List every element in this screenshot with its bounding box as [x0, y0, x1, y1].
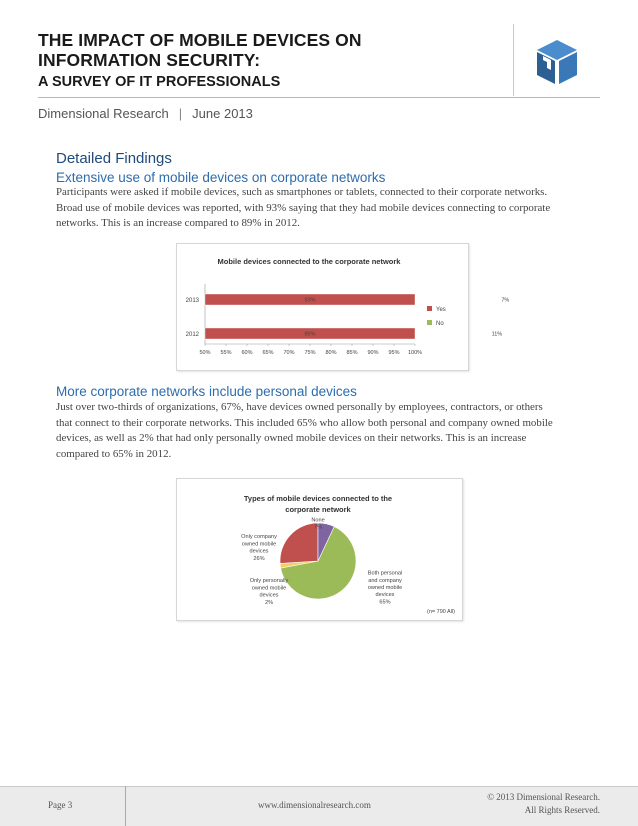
- x-tick-label: 55%: [220, 350, 232, 356]
- paragraph-line: that connect to their corporate networks. This included 65% who allow both personal and company owned mobile: [56, 416, 553, 429]
- document-title: [38, 30, 508, 91]
- pie-label: [241, 534, 277, 562]
- bar-chart: [176, 243, 510, 371]
- legend-swatch-yes: [427, 306, 432, 311]
- pie-label-line: 7%: [313, 524, 323, 531]
- byline-separator: |: [178, 106, 183, 121]
- legend-swatch-no: [427, 320, 432, 325]
- pie-label-line: owned mobile: [251, 585, 287, 592]
- section-heading: Detailed Findings: [56, 150, 172, 167]
- pie-label-line: devices: [375, 592, 395, 599]
- x-tick-label: 65%: [262, 350, 274, 356]
- category-label: 2013: [185, 298, 199, 304]
- chart-title-line: Types of mobile devices connected to the: [243, 494, 393, 503]
- x-tick-label: 80%: [325, 350, 337, 356]
- pie-label-line: 65%: [379, 599, 391, 606]
- pie-chart: [176, 478, 463, 621]
- pie-label: [368, 571, 403, 606]
- paragraph-line: compared to 65% in 2012.: [56, 448, 172, 461]
- document-subtitle: A SURVEY OF IT PROFESSIONALS: [38, 74, 281, 90]
- paragraph-line: Broad use of mobile devices was reported, with 93% saying that they had mobile devices connecting to corporate: [56, 201, 551, 214]
- data-label: 89%: [304, 331, 316, 338]
- pie-label-line: Both personal: [367, 570, 403, 577]
- copyright-line: All Rights Reserved.: [524, 805, 600, 815]
- footer-divider: [125, 786, 126, 826]
- data-label: 7%: [501, 297, 510, 304]
- sample-size-note: (n= 790 All): [427, 609, 455, 615]
- section-subheading-personal: More corporate networks include personal devices: [56, 384, 357, 399]
- pie-label-line: and company: [368, 577, 402, 584]
- pie-label-line: Only company: [241, 534, 277, 541]
- paragraph-line: Just over two-thirds of organizations, 67%, have devices owned personally by employees, contractors, or others: [56, 401, 543, 413]
- pie-label-line: Only personally: [249, 578, 289, 585]
- pie-label: [250, 578, 289, 606]
- paragraph-devices: [56, 185, 576, 232]
- pie-label-line: None: [311, 517, 325, 524]
- page-number: Page 3: [48, 800, 73, 810]
- title-line-1: THE IMPACT OF MOBILE DEVICES ON: [38, 30, 362, 50]
- title-line-2: INFORMATION SECURITY:: [38, 50, 261, 70]
- pie-label-line: 2%: [264, 599, 274, 606]
- website-link[interactable]: www.dimensionalresearch.com: [258, 800, 371, 810]
- x-tick-label: 50%: [199, 350, 211, 356]
- x-tick-label: 85%: [346, 350, 358, 356]
- paragraph-line: networks. This is an increase compared to 89% in 2012.: [56, 217, 300, 230]
- pie-label-line: devices: [249, 548, 269, 555]
- bar-chart-svg: [177, 244, 510, 370]
- byline-org: Dimensional Research: [38, 106, 169, 121]
- copyright: [487, 791, 600, 817]
- x-tick-label: 100%: [407, 350, 423, 356]
- header-divider: [513, 24, 514, 96]
- category-label: 2012: [185, 332, 199, 338]
- legend-label-yes: Yes: [436, 307, 446, 313]
- x-tick-label: 95%: [388, 350, 400, 356]
- byline-date: June 2013: [192, 106, 253, 121]
- cube-logo-icon: [535, 38, 579, 86]
- paragraph-line: devices, as well as 2% that had only personally owned mobile devices on their networks. This is an increase: [56, 432, 527, 445]
- paragraph-line: Participants were asked if mobile devices, such as smartphones or tablets, connected to their corporate networks.: [56, 186, 548, 198]
- legend-label-no: No: [436, 321, 444, 327]
- pie-label-line: devices: [259, 592, 279, 599]
- x-tick-label: 90%: [367, 350, 379, 356]
- chart-title-line: corporate network: [285, 505, 351, 514]
- pie-label-line: owned mobile: [241, 541, 277, 548]
- byline: [38, 106, 253, 121]
- pie-label-line: 26%: [253, 555, 265, 562]
- data-label: 11%: [491, 331, 503, 338]
- header-rule: [38, 97, 600, 98]
- pie-label-line: owned mobile: [367, 585, 403, 591]
- x-tick-label: 70%: [283, 350, 295, 356]
- data-label: 93%: [304, 297, 316, 304]
- pie-chart-svg: [177, 479, 462, 620]
- section-subheading-devices: Extensive use of mobile devices on corporate networks: [56, 170, 386, 185]
- x-tick-label: 75%: [304, 350, 316, 356]
- copyright-line: © 2013 Dimensional Research.: [487, 792, 600, 802]
- pie-slice: [280, 523, 318, 563]
- paragraph-personal: [56, 400, 576, 463]
- chart-title: Mobile devices connected to the corporate network: [217, 257, 401, 266]
- x-tick-label: 60%: [241, 350, 253, 356]
